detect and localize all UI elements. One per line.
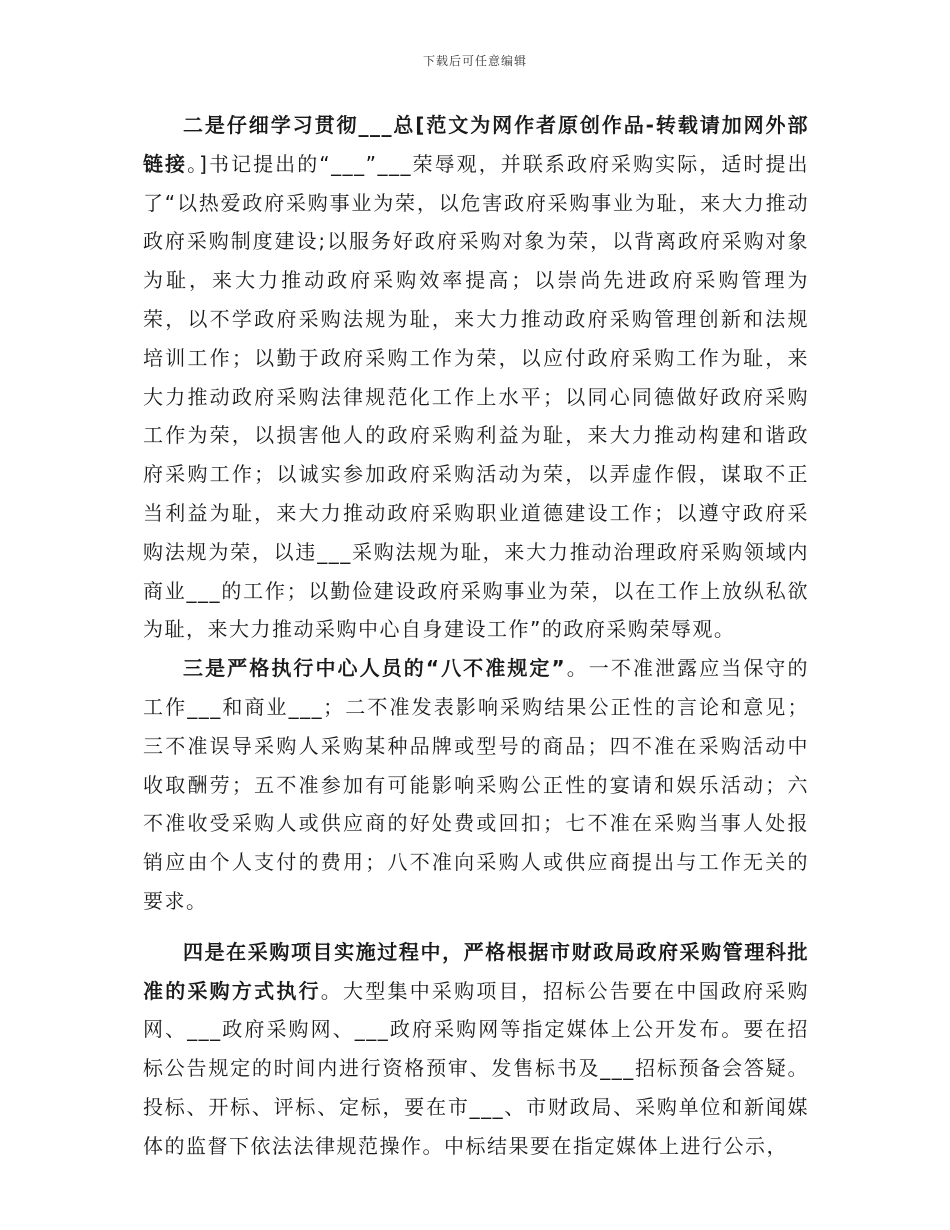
paragraph-lead: 三是严格执行中心人员的“八不准规定” <box>183 656 567 681</box>
paragraph-lead: 二是仔细学习贯彻___总[范文为网作者原创作品-转载请加网外部链接 <box>143 113 809 176</box>
page-header-note: 下载后可任意编辑 <box>422 54 527 68</box>
paragraph-text: 。]书记提出的“___”___荣辱观，并联系政府采购实际，适时提出了“以热爱政府采购事业为荣，以危害政府采购事业为耻，来大力推动政府采购制度建设;以服务好政府采购对象为荣，以背离政府采购对象为耻，来大力推动政府采购效率提高；以崇尚先进政府采购管理为荣，以不学政府采购法规为耻，来大力推动政府采购管理创新和法规培训工作；以勤于政府采购工作为荣，以应付政府采购工作为耻，来大力推动政府采购法律规范化工作上水平；以同心同德做好政府采购工作为荣，以损害他人的政府采购利益为耻，来大力推动构建和谐政府采购工作；以诚实参加政府采购活动为荣，以弄虚作假，谋取不正当利益为耻，来大力推动政府采购职业道德建设工作；以遵守政府采购法规为荣，以违___采购法规为耻，来大力推动治理政府采购领域内商业___的工作；以勤俭建设政府采购事业为荣，以在工作上放纵私欲为耻，来大力推动采购中心自身建设工作”的政府采购荣辱观。 <box>143 151 809 642</box>
paragraph-lead: 四是在采购项目实施过程中，严格根据市财政局政府采购管理科批准的采购方式执行 <box>143 939 809 1003</box>
paragraph-3 <box>143 649 809 921</box>
paragraph-text: 。一不准泄露应当保守的工作___和商业___；二不准发表影响采购结果公正性的言论和意见；三不准误导采购人采购某种品牌或型号的商品；四不准在采购活动中收取酬劳；五不准参加有可能影响采购公正性的宴请和娱乐活动；六不准收受采购人或供应商的好处费或回扣；七不准在采购当事人处报销应由个人支付的费用；八不准向采购人或供应商提出与工作无关的要求。 <box>143 656 810 913</box>
paragraph-4 <box>143 933 809 1166</box>
document-body <box>143 106 809 1166</box>
paragraph-2 <box>143 106 809 649</box>
paragraph-text: 。大型集中采购项目，招标公告要在中国政府采购网、___政府采购网、___政府采购网等指定媒体上公开发布。要在招标公告规定的时间内进行资格预审、发售标书及___招标预备会答疑。投标、开标、评标、定标，要在市___、市财政局、采购单位和新闻媒体的监督下依法法律规范操作。中标结果要在指定媒体上进行公示， <box>143 978 810 1158</box>
